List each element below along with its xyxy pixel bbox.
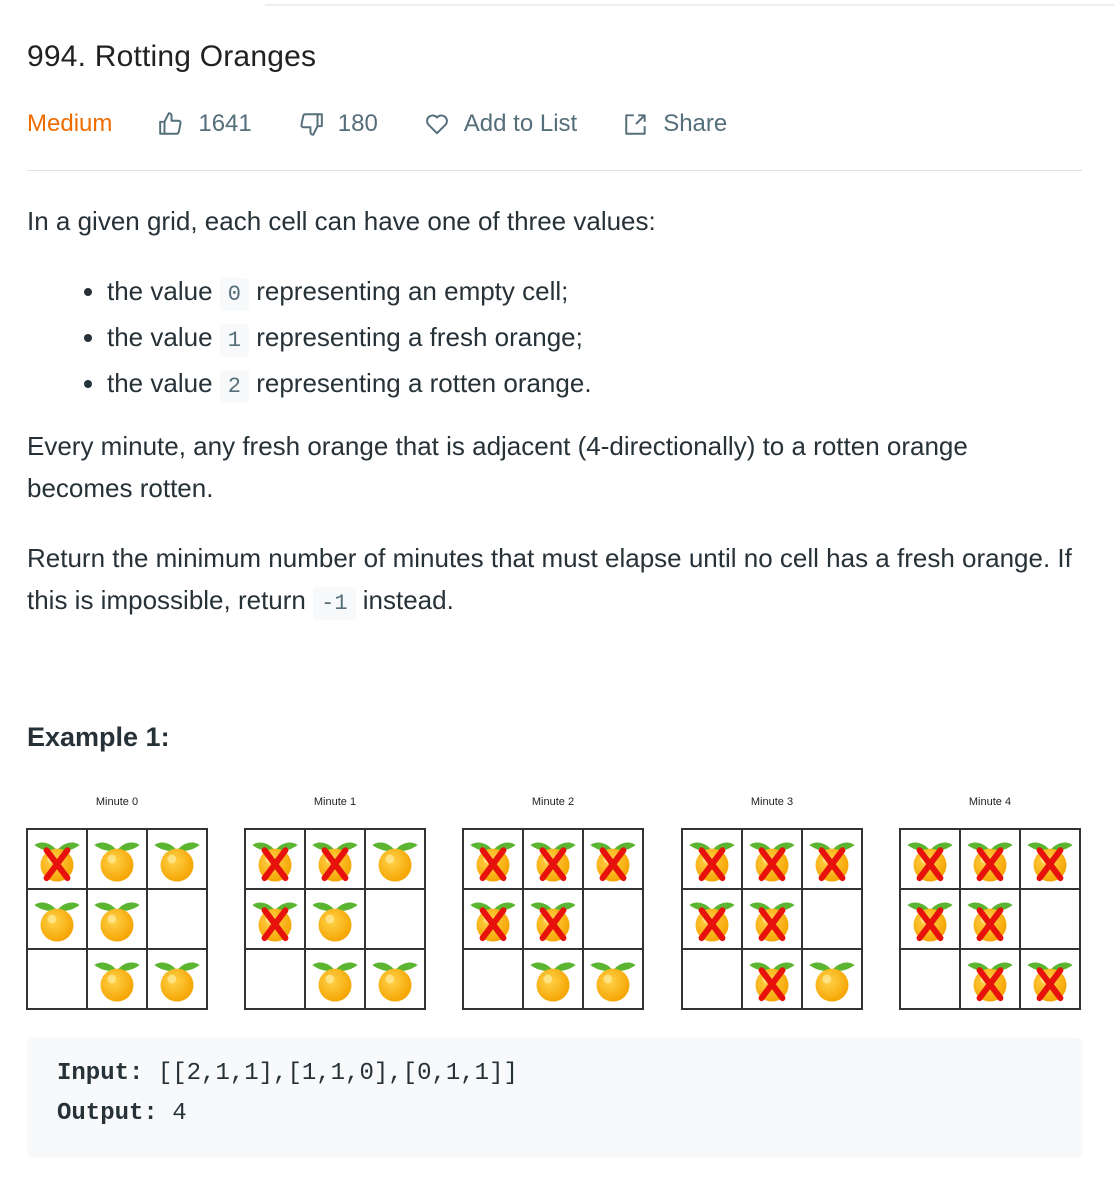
inline-code: 1 [220,324,249,357]
rotten-orange-cell [682,889,742,949]
example-diagram [26,796,1082,1012]
empty-cell [900,949,960,1009]
fresh-orange-icon [587,953,639,1005]
empty-cell [802,889,862,949]
fresh-orange-cell [365,949,425,1009]
value-rules-list [27,270,592,408]
difficulty-badge: Medium [27,110,113,137]
fresh-orange-icon [91,833,143,885]
rotten-orange-cell [1020,949,1080,1009]
rotten-orange-icon [686,833,738,885]
heart-icon [424,111,450,137]
rotten-orange-cell [742,829,802,889]
rotten-orange-icon [904,893,956,945]
rotten-orange-icon [587,833,639,885]
rotten-orange-cell [742,949,802,1009]
minute-panel [899,796,1081,1012]
add-to-list-button[interactable] [424,110,577,138]
rotten-orange-icon [467,893,519,945]
rotten-orange-icon [904,833,956,885]
rotten-orange-cell [742,889,802,949]
inline-code: 2 [220,370,249,403]
dislike-button[interactable] [298,110,378,138]
minute-label: Minute 3 [750,796,794,808]
empty-cell [583,889,643,949]
fresh-orange-icon [31,893,83,945]
rotten-orange-cell [305,829,365,889]
rotten-orange-icon [964,893,1016,945]
rotten-orange-icon [746,953,798,1005]
input-value: [[2,1,1],[1,1,0],[0,1,1]] [157,1060,518,1087]
thumbs-down-icon [298,111,324,137]
description-intro: In a given grid, each cell can have one of three values: [27,206,656,236]
fresh-orange-icon [806,953,858,1005]
rotten-orange-cell [802,829,862,889]
orange-grid [681,828,863,1010]
rotten-orange-cell [960,829,1020,889]
thumbs-up-icon [158,111,184,137]
rotten-orange-cell [1020,829,1080,889]
empty-cell [245,949,305,1009]
fresh-orange-icon [151,953,203,1005]
problem-title: 994. Rotting Oranges [27,40,317,73]
rotten-orange-cell [463,889,523,949]
input-label: Input: [57,1060,144,1087]
example-input-line [57,1060,518,1087]
description-return: Return the minimum number of minutes that must elapse until no cell has a fresh orange. If this is impossible, return -1 instead. [27,537,1077,625]
rotten-orange-icon [746,893,798,945]
minute-label: Minute 1 [313,796,357,808]
rotten-orange-icon [309,833,361,885]
fresh-orange-icon [309,953,361,1005]
dislike-count: 180 [337,110,378,137]
share-label: Share [663,110,728,137]
rotten-orange-cell [583,829,643,889]
rotten-orange-cell [900,889,960,949]
rotten-orange-icon [249,833,301,885]
fresh-orange-cell [583,949,643,1009]
fresh-orange-icon [91,893,143,945]
minute-panel [244,796,426,1012]
fresh-orange-icon [527,953,579,1005]
fresh-orange-cell [305,949,365,1009]
example-output-line [57,1100,187,1127]
empty-cell [463,949,523,1009]
like-button[interactable] [158,110,251,138]
share-icon [623,111,649,137]
empty-cell [1020,889,1080,949]
minute-label: Minute 4 [968,796,1012,808]
output-label: Output: [57,1100,158,1127]
rotten-orange-icon [746,833,798,885]
rotten-orange-icon [31,833,83,885]
rotten-orange-icon [1024,833,1076,885]
rotten-orange-icon [1024,953,1076,1005]
fresh-orange-cell [27,889,87,949]
rotten-orange-icon [806,833,858,885]
minute-panel [26,796,208,1012]
empty-cell [365,889,425,949]
list-item: • the value 0 representing an empty cell; [107,270,592,316]
rotten-orange-cell [900,829,960,889]
rotten-orange-cell [463,829,523,889]
rotten-orange-cell [27,829,87,889]
empty-cell [147,889,207,949]
rotten-orange-cell [245,829,305,889]
rotten-orange-cell [682,829,742,889]
description-every-minute: Every minute, any fresh orange that is adjacent (4-directionally) to a rotten orange becomes rotten. [27,431,968,503]
fresh-orange-cell [147,949,207,1009]
inline-code: -1 [313,587,355,620]
fresh-orange-icon [91,953,143,1005]
fresh-orange-cell [523,949,583,1009]
orange-grid [462,828,644,1010]
fresh-orange-cell [305,889,365,949]
top-border [265,0,1114,6]
rotten-orange-icon [527,833,579,885]
fresh-orange-cell [87,829,147,889]
output-value: 4 [172,1100,187,1127]
rotten-orange-cell [245,889,305,949]
empty-cell [27,949,87,1009]
fresh-orange-icon [369,833,421,885]
rotten-orange-icon [249,893,301,945]
fresh-orange-icon [369,953,421,1005]
rotten-orange-icon [686,893,738,945]
rotten-orange-cell [523,829,583,889]
like-count: 1641 [198,110,252,137]
orange-grid [26,828,208,1010]
fresh-orange-cell [365,829,425,889]
orange-grid [244,828,426,1010]
rotten-orange-icon [964,953,1016,1005]
fresh-orange-cell [87,949,147,1009]
fresh-orange-cell [802,949,862,1009]
fresh-orange-icon [309,893,361,945]
example-code-block [27,1038,1082,1158]
rotten-orange-icon [527,893,579,945]
orange-grid [899,828,1081,1010]
minute-panel [681,796,863,1012]
header-divider [27,170,1082,171]
list-item: • the value 1 representing a fresh orange; [107,316,592,362]
fresh-orange-icon [151,833,203,885]
fresh-orange-cell [147,829,207,889]
empty-cell [682,949,742,1009]
add-to-list-label: Add to List [463,110,578,137]
fresh-orange-cell [87,889,147,949]
minute-label: Minute 0 [95,796,139,808]
minute-label: Minute 2 [531,796,575,808]
rotten-orange-icon [964,833,1016,885]
rotten-orange-icon [467,833,519,885]
example-title: Example 1: [27,722,170,752]
rotten-orange-cell [523,889,583,949]
problem-meta-bar [27,106,773,142]
rotten-orange-cell [960,949,1020,1009]
inline-code: 0 [220,278,249,311]
list-item: • the value 2 representing a rotten orange. [107,362,592,408]
minute-panel [462,796,644,1012]
share-button[interactable] [623,110,727,138]
rotten-orange-cell [960,889,1020,949]
